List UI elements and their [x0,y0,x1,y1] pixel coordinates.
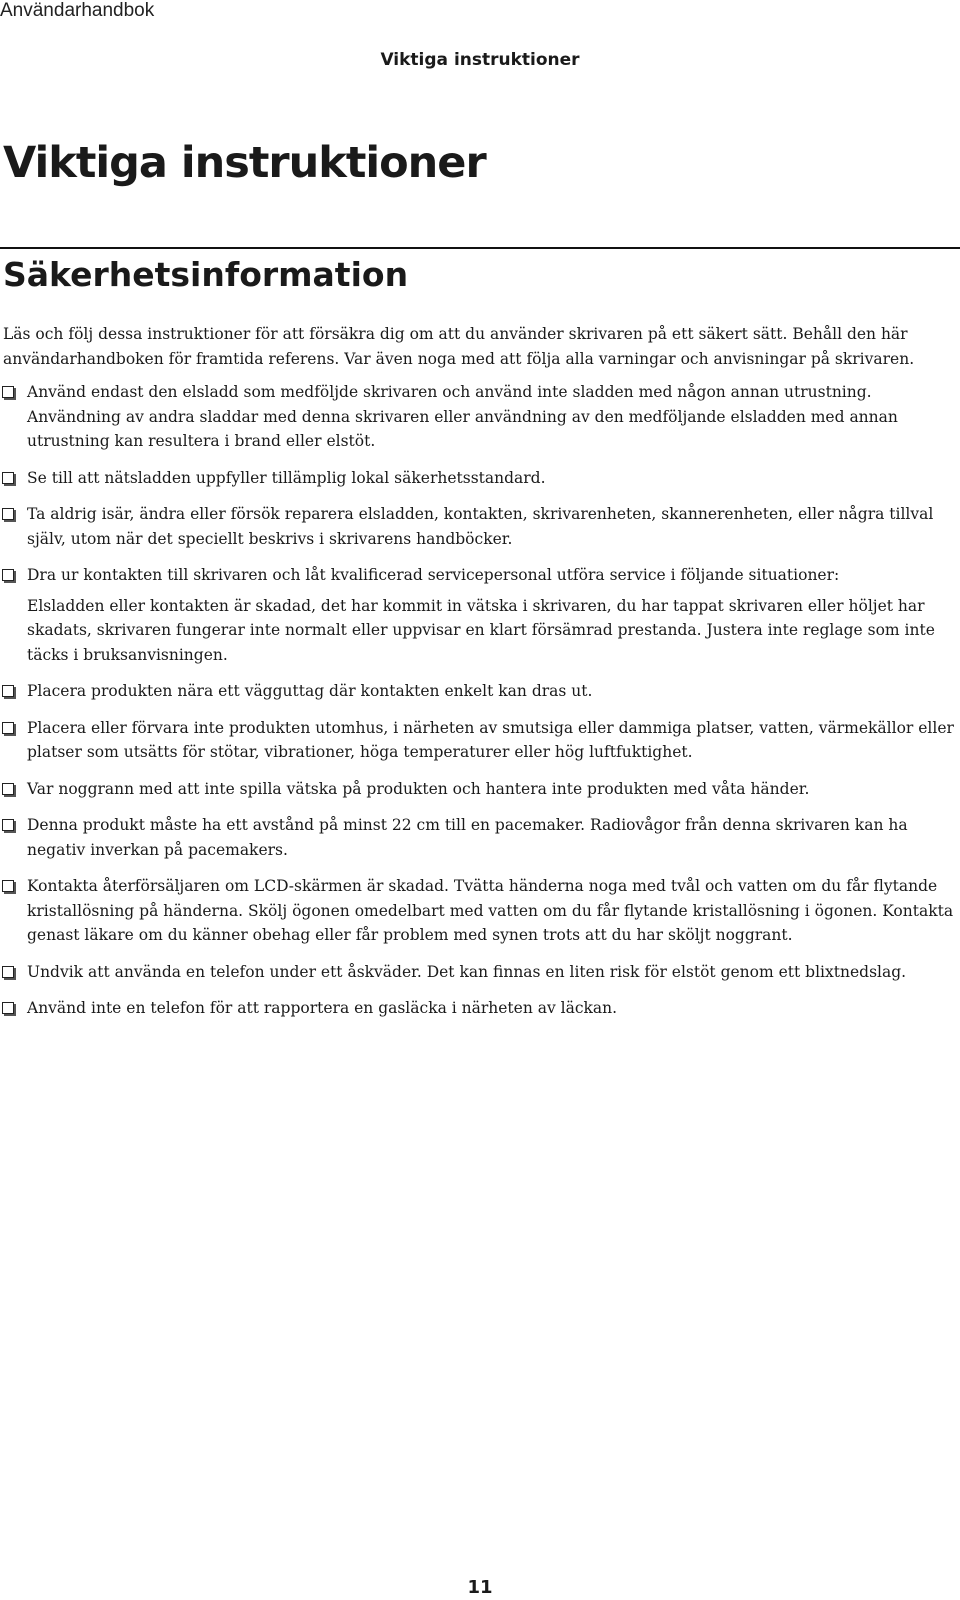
list-item-text: Placera produkten nära ett vägguttag där kontakten enkelt kan dras ut. [27,682,593,700]
list-item [0,679,955,704]
list-item-text: Använd inte en telefon för att rapportera en gasläcka i närheten av läckan. [27,999,618,1017]
list-item [0,466,955,491]
list-item [0,716,955,765]
list-item [0,563,955,588]
document-title: Användarhandbok [0,0,155,21]
list-item [0,502,955,551]
checkbox-bullet-icon [2,819,14,831]
checkbox-bullet-icon [2,783,14,795]
checkbox-bullet-icon [2,569,14,581]
list-item-text: Dra ur kontakten till skrivaren och låt kvalificerad servicepersonal utföra service i följande situationer: [27,566,840,584]
safety-instructions-list [0,380,955,1033]
list-item [0,813,955,862]
checkbox-bullet-icon [2,472,14,484]
list-item [0,874,955,948]
checkbox-bullet-icon [2,685,14,697]
intro-paragraph: Läs och följ dessa instruktioner för att försäkra dig om att du använder skrivaren på ett säkert sätt. Behåll den här användarhandboken för framtida referens. Var även noga med att följa alla varningar och anvisningar på skrivaren. [3,325,915,368]
checkbox-bullet-icon [2,386,14,398]
list-item-text: Kontakta återförsäljaren om LCD-skärmen är skadad. Tvätta händerna noga med tvål och vatten om du får flytande kristallösning på händerna. Skölj ögonen omedelbart med vatten om du får flytande kristallösning i ögonen. Kontakta genast läkare om du känner obehag eller får problem med synen trots att du har sköljt noggrant. [27,877,954,944]
checkbox-bullet-icon [2,722,14,734]
service-situations-paragraph: Elsladden eller kontakten är skadad, det har kommit in vätska i skrivaren, du har tappat skrivaren eller höljet har skadats, skrivaren fungerar inte normalt eller uppvisar en klart försämrad prestanda. Justera inte reglage som inte täcks i bruksanvisningen. [27,596,935,664]
list-item [0,960,955,985]
list-item-text: Ta aldrig isär, ändra eller försök reparera elsladden, kontakten, skrivarenheten, skannerenheten, eller några tillval själv, utom när det speciellt beskrivs i skrivarens handböcker. [27,505,934,548]
section-divider [0,247,960,249]
list-item-text: Undvik att använda en telefon under ett åskväder. Det kan finnas en liten risk för elstöt genom ett blixtnedslag. [27,962,907,981]
checkbox-bullet-icon [2,880,14,892]
running-header: Viktiga instruktioner [380,50,580,70]
checkbox-bullet-icon [2,1002,14,1014]
list-item-text: Se till att nätsladden uppfyller tillämplig lokal säkerhetsstandard. [27,468,546,487]
list-item [0,996,955,1021]
list-item-text: Använd endast den elsladd som medföljde skrivaren och använd inte sladden med någon annan utrustning. Användning av andra sladdar med denna skrivaren eller användning av den medföljande elsladden med annan utrustning kan resultera i brand eller elstöt. [27,383,898,450]
page-number: 11 [467,1577,493,1598]
list-item [0,777,955,802]
section-title: Säkerhetsinformation [3,255,409,294]
list-item [0,380,955,454]
list-item-text: Denna produkt måste ha ett avstånd på minst 22 cm till en pacemaker. Radiovågor från denna skrivaren kan ha negativ inverkan på pacemakers. [27,816,908,859]
checkbox-bullet-icon [2,966,14,978]
list-item-text: Placera eller förvara inte produkten utomhus, i närheten av smutsiga eller dammiga platser, vatten, värmekällor eller platser som utsätts för stötar, vibrationer, höga temperaturer eller hög luftfuktighet. [27,718,954,761]
list-item-text: Var noggrann med att inte spilla vätska på produkten och hantera inte produkten med våta händer. [27,779,810,798]
checkbox-bullet-icon [2,508,14,520]
chapter-title: Viktiga instruktioner [3,138,486,188]
